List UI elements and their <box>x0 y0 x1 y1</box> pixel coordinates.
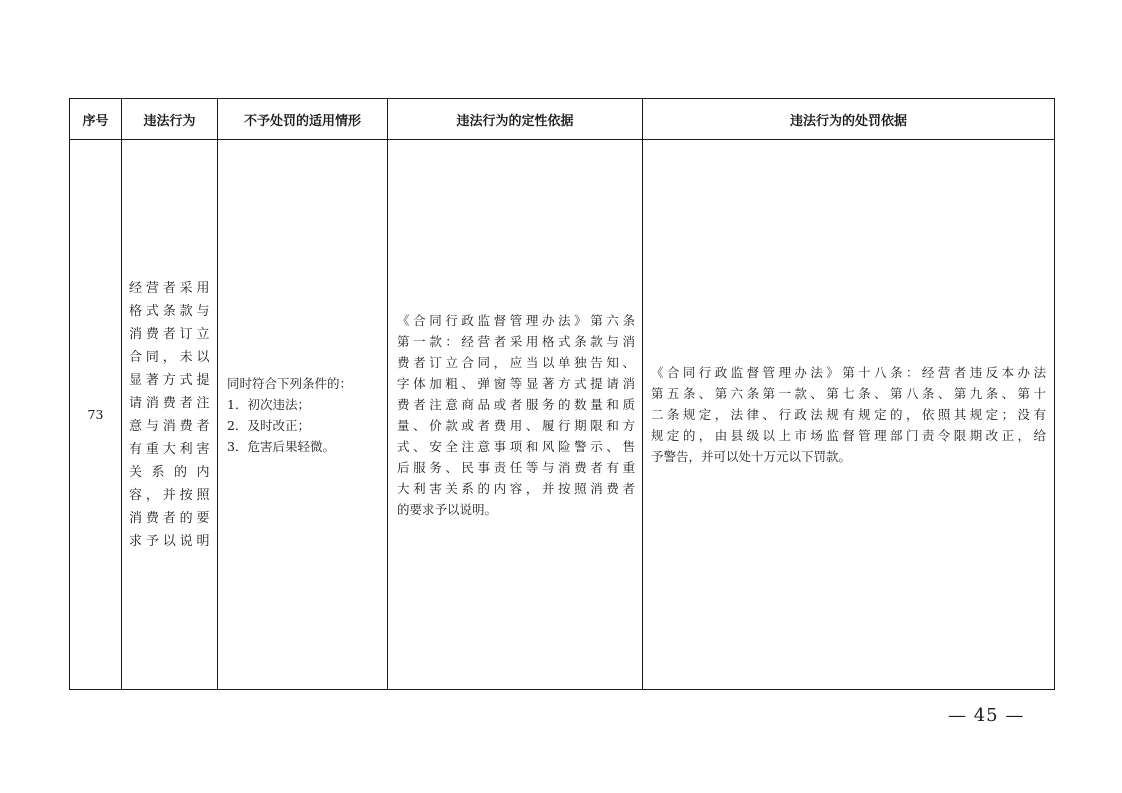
cell-penalty-basis <box>643 140 1055 690</box>
text-line: 后服务、民事责任等与消费者有重 <box>397 459 635 475</box>
text-line: 规定的，由县级以上市场监督管理部门责令限期改正，给 <box>651 428 1046 443</box>
header-exemption-conditions: 不予处罚的适用情形 <box>218 99 388 140</box>
text-line: 费者订立合同，应当以单独告知、 <box>397 354 635 370</box>
text-line: 3．危害后果轻微。 <box>227 438 335 454</box>
text-line: 2．及时改正； <box>227 417 310 433</box>
text-line: 予警告，并可以处十万元以下罚款。 <box>651 449 852 464</box>
text-line: 消费者订立 <box>129 326 210 342</box>
text-line: 格式条款与 <box>129 303 210 319</box>
text-line: 求予以说明 <box>129 533 210 549</box>
table-header-row <box>70 99 1055 140</box>
text-line: 消费者的要 <box>129 510 210 526</box>
text-line: 请消费者注 <box>129 395 210 411</box>
text-line: 经营者采用 <box>129 280 210 296</box>
cell-qualification-basis <box>388 140 643 690</box>
cell-violation <box>122 140 218 690</box>
text-line: 同时符合下列条件的： <box>227 375 353 391</box>
header-qualification-basis: 违法行为的定性依据 <box>388 99 643 140</box>
text-line: 1．初次违法； <box>227 396 310 412</box>
text-line: 意与消费者 <box>129 418 210 434</box>
header-serial-number: 序号 <box>70 99 122 140</box>
text-line: 《合同行政监督管理办法》第六条 <box>397 312 635 328</box>
header-penalty-basis: 违法行为的处罚依据 <box>643 99 1055 140</box>
text-line: 有重大利害 <box>129 441 210 457</box>
text-line: 二条规定，法律、行政法规有规定的，依照其规定；没有 <box>651 407 1046 422</box>
text-line: 字体加粗、弹窗等显著方式提请消 <box>397 375 635 391</box>
cell-serial-number: 73 <box>70 140 122 690</box>
text-line: 大利害关系的内容，并按照消费者 <box>397 480 635 496</box>
text-line: 第一款：经营者采用格式条款与消 <box>397 333 635 349</box>
text-line: 费者注意商品或者服务的数量和质 <box>397 396 635 412</box>
text-line: 关 系 的 内 <box>129 464 210 480</box>
text-line: 显著方式提 <box>129 372 210 388</box>
text-line: 式、安全注意事项和风险警示、售 <box>397 438 635 454</box>
header-violation: 违法行为 <box>122 99 218 140</box>
table-row <box>70 140 1055 690</box>
cell-exemption-conditions <box>218 140 388 690</box>
page-number: — 45 — <box>948 705 1025 726</box>
text-line: 《合同行政监督管理办法》第十八条：经营者违反本办法 <box>651 365 1046 380</box>
regulation-table <box>69 98 1055 690</box>
text-line: 第五条、第六条第一款、第七条、第八条、第九条、第十 <box>651 386 1046 401</box>
text-line: 的要求予以说明。 <box>397 501 498 517</box>
text-line: 合同，未以 <box>129 349 210 365</box>
text-line: 量、价款或者费用、履行期限和方 <box>397 417 635 433</box>
text-line: 容，并按照 <box>129 487 210 503</box>
